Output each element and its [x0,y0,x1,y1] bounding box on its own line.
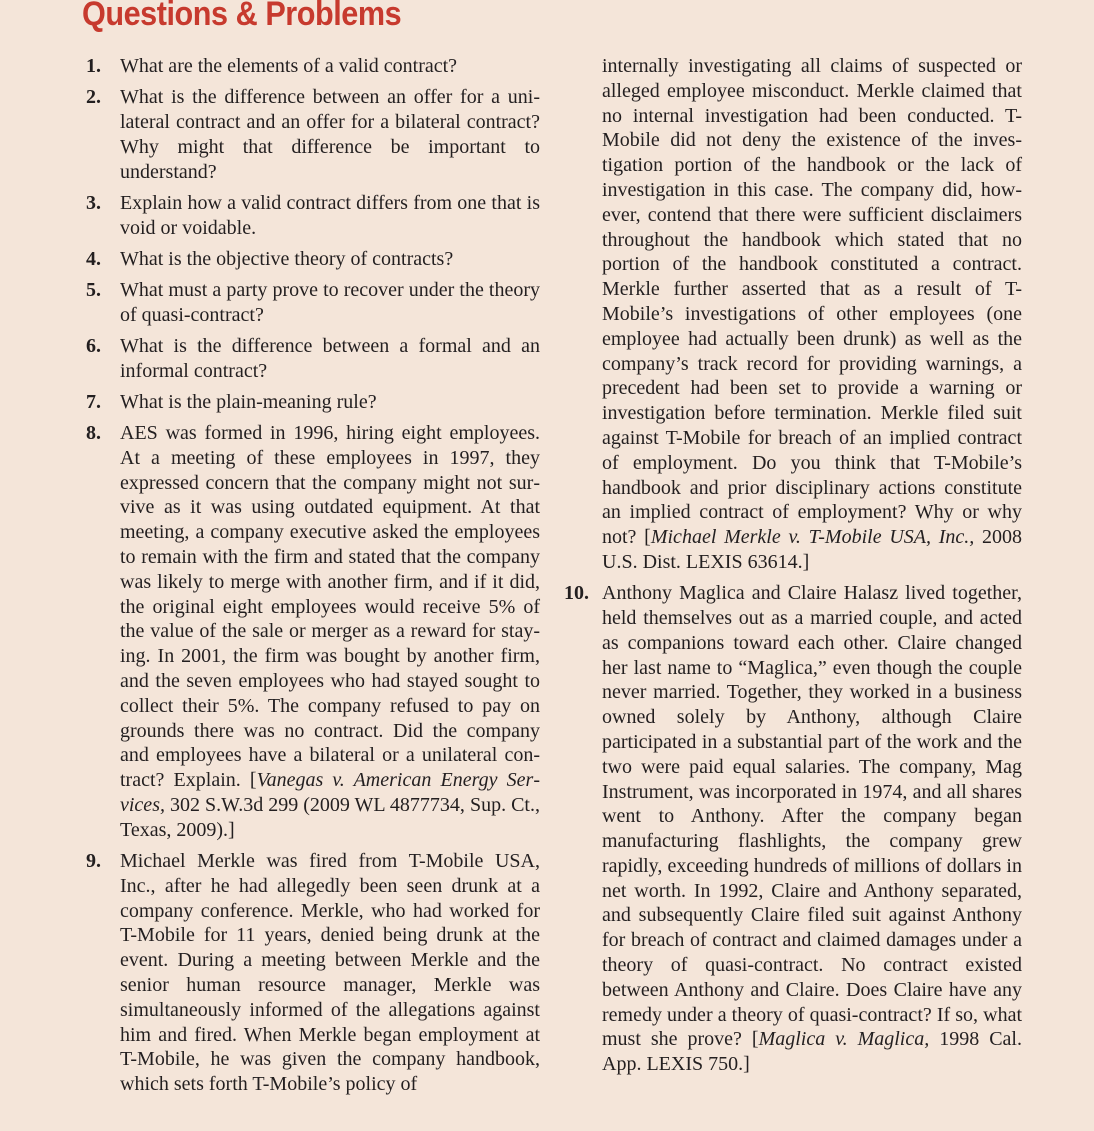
question-text: What is the objective theory of contracts? [120,247,454,270]
question-number: 3. [86,191,101,214]
question-3 [86,191,540,241]
question-9-continued [602,54,1022,575]
case-name: Vanegas v. American Energy Services, [120,769,540,817]
question-10 [564,581,1022,1077]
question-5 [86,278,540,328]
question-text: What is the difference between an offer for a unilateral contract and an offer for a bilateral contract? Why might that difference be important to understand? [120,86,540,183]
question-text: What must a party prove to recover under the theory of quasi-contract? [120,278,540,326]
question-number: 10. [564,582,589,605]
question-number: 2. [86,86,101,109]
case-citation: 2008 U.S. Dist. LEXIS 63614.] [602,526,1023,573]
question-text: What are the elements of a valid contract? [120,55,458,77]
question-4 [86,247,540,272]
section-title: Questions & Problems [82,0,402,33]
question-text: What is the difference between a formal and an informal contract? [120,334,540,382]
question-7 [86,390,540,415]
left-column [86,54,540,1103]
question-text: What is the plain-meaning rule? [120,390,377,413]
question-number: 7. [86,390,101,413]
question-number: 9. [86,850,101,873]
question-1 [86,54,540,79]
question-number: 1. [86,55,101,77]
right-column [564,54,1022,1083]
case-citation: 302 S.W.3d 299 (2009 WL 4877734, Sup. Ct., Texas, 2009).] [120,794,540,841]
question-number: 6. [86,334,101,357]
case-citation: 1998 Cal. App. LEXIS 750.] [602,1028,1022,1076]
question-text: Explain how a valid contract differs from one that is void or voidable. [120,191,540,239]
case-name: Maglica v. Maglica, [758,1028,930,1051]
question-6 [86,334,540,384]
question-number: 5. [86,278,101,301]
question-text: internally investigating all claims of suspected or alleged employee misconduct. Merkle claimed that no internal investigation had been conducted. T-Mobile did not deny the existence of the investigation portion of the handbook or the lack of investigation in this case. The company did, however, contend that there were sufficient disclaimers throughout the handbook which stated that no portion of the handbook constituted a contract. Merkle further asserted that as a result of T-Mobile’s investigations of other employees (one employee had actually been drunk) as well as the company’s track record for providing warnings, a precedent had been set to provide a warning or investigation before termination. Merkle filed suit against T-Mobile for breach of an implied contract of employment. Do you think that T-Mobile’s handbook and prior disciplinary actions constitute an implied contract of employment? Why or why not? [ [602,55,1022,549]
question-text: Anthony Maglica and Claire Halasz lived together, held themselves out as a married couple, and acted as companions toward each other. Claire changed her last name to “Maglica,” even though the couple never married. Together, they worked in a business owned solely by Anthony, although Claire participated in a substantial part of the work and the two were paid equal salaries. The company, Mag Instrument, was incorporated in 1974, and all shares went to Anthony. After the company began manufacturing flashlights, the company grew rapidly, exceeding hundreds of millions of dollars in net worth. In 1992, Claire and Anthony separated, and subsequently Claire filed suit against Anthony for breach of contract and claimed damages under a theory of quasi-contract. No contract existed between Anthony and Claire. Does Claire have any remedy under a theory of quasi-contract? If so, what must she prove? [ [602,582,1022,1051]
question-text: AES was formed in 1996, hiring eight employees. At a meeting of these employees in 1997, they expressed concern that the company might not survive as it was using outdated equipment. At that meeting, a company executive asked the employees to remain with the firm and stated that the company was likely to merge with another firm, and if it did, the original eight employees would receive 5% of the value of the sale or merger as a reward for staying. In 2001, the firm was bought by another firm, and the seven employees who had stayed sought to collect their 5%. The company refused to pay on grounds there was no contract. Did the company and employees have a bilateral or a unilateral contract? Explain. [ [120,422,540,792]
question-text: Michael Merkle was fired from T-Mobile USA, Inc., after he had allegedly been seen drunk at a company conference. Merkle, who had worked for T-Mobile for 11 years, denied being drunk at the event. During a meeting between Merkle and the senior human resource manager, Merkle was simultaneously informed of the allegations against him and fired. When Merkle began employment at T-Mobile, he was given the company handbook, which sets forth T-Mobile’s policy of [120,850,540,1096]
question-2 [86,85,540,184]
case-name: Michael Merkle v. T-Mobile USA, Inc., [650,526,975,549]
question-number: 8. [86,422,101,445]
question-number: 4. [86,247,101,270]
question-8 [86,421,540,843]
question-9 [86,849,540,1097]
